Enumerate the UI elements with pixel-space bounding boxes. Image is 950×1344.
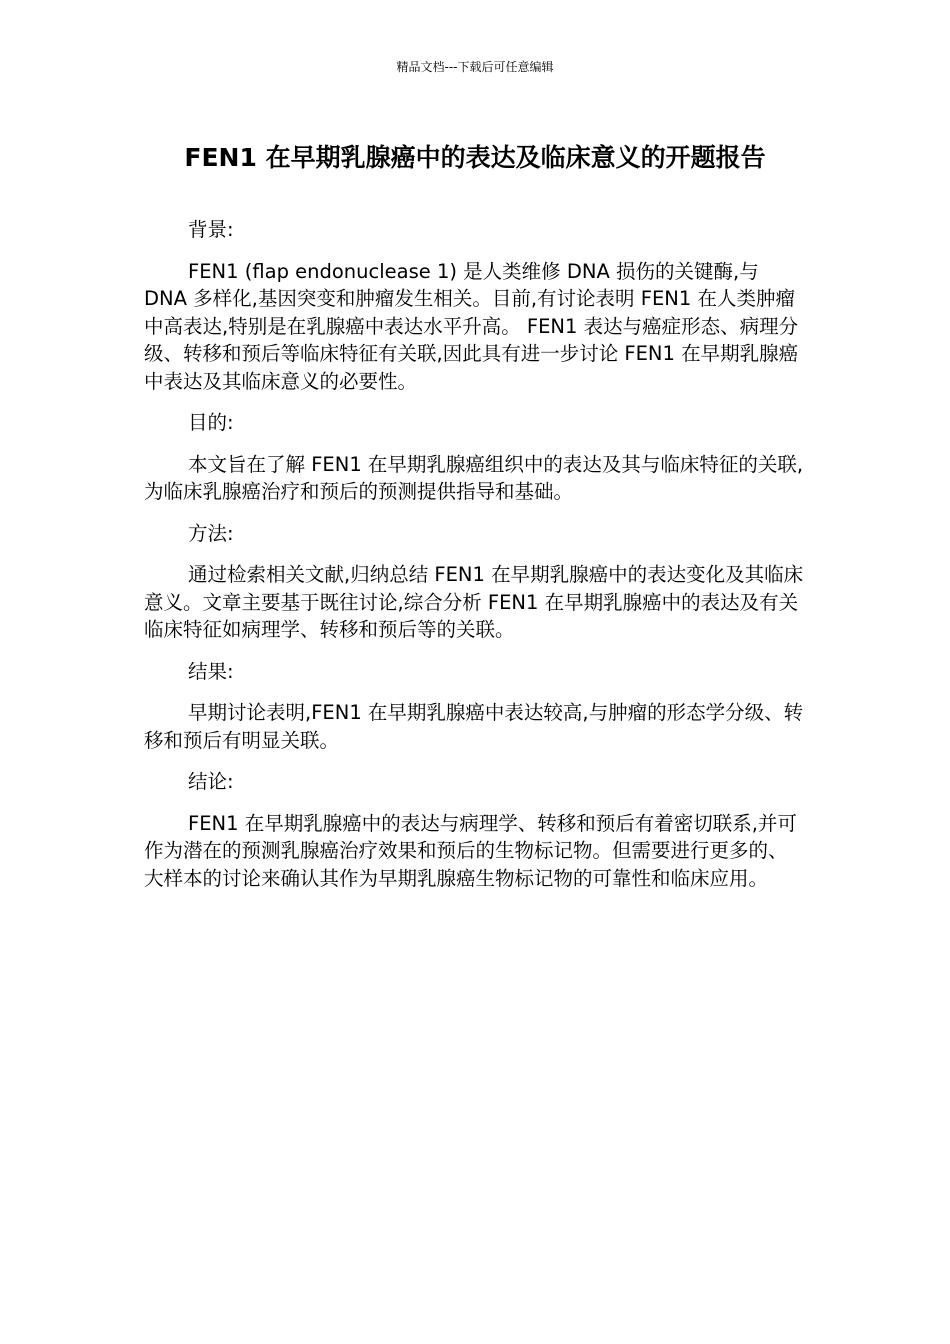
section-heading: 背景: (188, 218, 234, 241)
section-heading: 结论: (188, 770, 234, 793)
section-objective (144, 409, 804, 506)
section-paragraph: FEN1 (flap endonuclease 1) 是人类维修 DNA 损伤的关键酶,与 DNA 多样化,基因突变和肿瘤发生相关。目前,有讨论表明 FEN1 在人类肿瘤中高表达,特别是在乳腺癌中表达水平升高。 FEN1 表达与癌症形态、病理分级、转移和预后等临床特征有关联,因此具有进一步讨论 FEN1 在早期乳腺癌中表达及其临床意义的必要性。 (144, 259, 799, 393)
section-paragraph: FEN1 在早期乳腺癌中的表达与病理学、转移和预后有着密切联系,并可作为潜在的预测乳腺癌治疗效果和预后的生物标记物。但需要进行更多的、大样本的讨论来确认其作为早期乳腺癌生物标记物的可靠性和临床应用。 (144, 811, 797, 890)
section-paragraph: 本文旨在了解 FEN1 在早期乳腺癌组织中的表达及其与临床特征的关联,为临床乳腺癌治疗和预后的预测提供指导和基础。 (144, 452, 804, 503)
section-heading: 目的: (188, 411, 234, 434)
section-methods (144, 520, 804, 644)
section-paragraph: 通过检索相关文献,归纳总结 FEN1 在早期乳腺癌中的表达变化及其临床意义。文章主要基于既往讨论,综合分析 FEN1 在早期乳腺癌中的表达及有关临床特征如病理学、转移和预后等的关联。 (144, 563, 804, 641)
section-heading: 结果: (188, 659, 234, 683)
section-results (144, 658, 804, 755)
section-background (144, 216, 804, 395)
section-paragraph: 早期讨论表明,FEN1 在早期乳腺癌中表达较高,与肿瘤的形态学分级、转移和预后有明显关联。 (144, 701, 804, 752)
section-heading: 方法: (188, 521, 234, 545)
header-note: 精品文档---下载后可任意编辑 (396, 60, 554, 74)
document-title: FEN1 在早期乳腺癌中的表达及临床意义的开题报告 (184, 143, 766, 172)
document-body (144, 216, 804, 906)
section-conclusion (144, 768, 804, 892)
